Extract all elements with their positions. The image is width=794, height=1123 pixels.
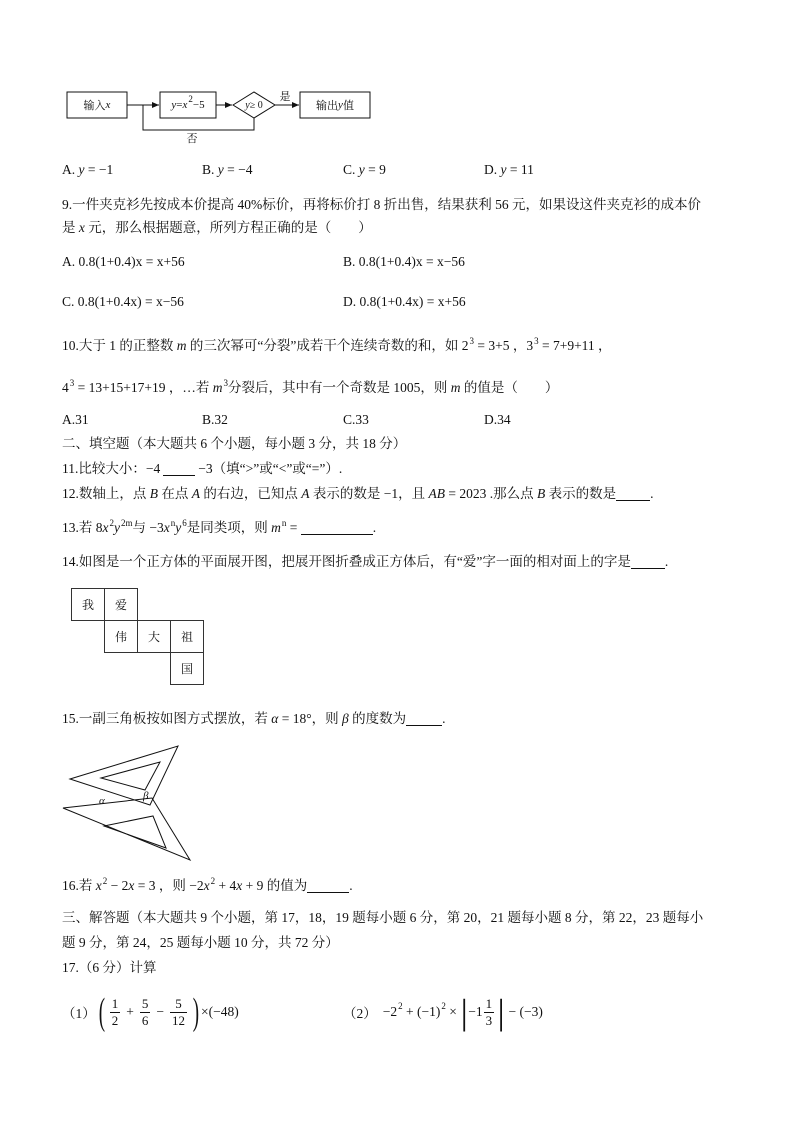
tail-expression: ×(−48) bbox=[201, 1004, 239, 1019]
operator: + bbox=[126, 1004, 134, 1019]
q12-text: 在点 bbox=[158, 486, 192, 501]
numerator: 5 bbox=[170, 996, 187, 1013]
input-text: 输入 bbox=[83, 100, 106, 112]
q16-text: − 2 bbox=[107, 878, 129, 893]
q13-var: y bbox=[114, 520, 120, 535]
answer-blank bbox=[406, 712, 442, 726]
q12-text: 12.数轴上，点 bbox=[62, 486, 150, 501]
q16-text: + 4 bbox=[215, 878, 237, 893]
q9-text: 是 bbox=[62, 220, 79, 235]
q9-option-d bbox=[343, 293, 466, 311]
net-cell: 国 bbox=[170, 652, 204, 685]
q10-stem-line2 bbox=[62, 379, 558, 397]
q10-text: = 13+15+17+19 ，…若 bbox=[74, 380, 213, 395]
q8-option-b bbox=[202, 161, 253, 179]
option-label: D. bbox=[343, 294, 357, 309]
formula-lhs: y bbox=[171, 99, 177, 111]
q16-var: x bbox=[236, 878, 243, 893]
q15-text: = 18°，则 bbox=[278, 711, 342, 726]
q16-var: x bbox=[203, 878, 210, 893]
option-var: y bbox=[78, 162, 85, 177]
part-label: （1） bbox=[62, 1006, 96, 1021]
q13-var: x bbox=[163, 520, 170, 535]
option-label: A. bbox=[62, 254, 76, 269]
denominator: 6 bbox=[141, 1012, 149, 1028]
q14-text: 14.如图是一个正方体的平面展开图，把展开图折叠成正方体后，有“爱”字一面的相对面上的字是 bbox=[62, 554, 631, 569]
fraction bbox=[170, 996, 187, 1029]
q11-text: 11.比较大小：−4 bbox=[62, 461, 161, 476]
q14-stem bbox=[62, 553, 668, 571]
q13-stem bbox=[62, 519, 376, 537]
term: + (−1) bbox=[402, 1004, 441, 1019]
q9-option-c bbox=[62, 293, 184, 311]
denominator: 2 bbox=[111, 1012, 119, 1028]
abs-bar-left: | bbox=[460, 992, 468, 1032]
segment-ab: AB bbox=[428, 486, 445, 501]
q10-option-a: A.31 bbox=[62, 412, 89, 427]
q16-text: + 9 的值为 bbox=[242, 878, 308, 893]
q11-stem bbox=[62, 460, 342, 478]
numerator: 1 bbox=[111, 995, 119, 1011]
q10-option-b: B.32 bbox=[202, 412, 228, 427]
q8-option-d bbox=[484, 161, 534, 179]
point-a: A bbox=[191, 486, 200, 501]
q16-exponent: 2 bbox=[102, 876, 108, 886]
option-expression: 0.8(1+0.4)x = x−56 bbox=[358, 254, 465, 269]
q15-text: 的度数为 bbox=[348, 711, 407, 726]
left-paren: ( bbox=[98, 991, 105, 1033]
option-value: = 9 bbox=[368, 162, 386, 177]
q16-text: = 3 ，则 −2 bbox=[134, 878, 204, 893]
beta-symbol: β bbox=[341, 711, 349, 726]
q15-end: . bbox=[442, 711, 446, 726]
option-var: y bbox=[217, 162, 224, 177]
q13-exponent: 6 bbox=[182, 518, 187, 528]
q16-var: x bbox=[95, 878, 102, 893]
option-value: = 11 bbox=[509, 162, 534, 177]
q11-text: −3（填“>”或“<”或“=”）. bbox=[198, 461, 343, 476]
q10-text: = 7+9+11 ， bbox=[538, 338, 612, 353]
upper-set-square-cutout bbox=[101, 762, 160, 790]
operator: × bbox=[445, 1004, 461, 1019]
exponent: 2 bbox=[398, 1001, 403, 1011]
net-cell: 大 bbox=[137, 620, 171, 653]
section2-heading: 二、填空题（本大题共 6 个小题，每小题 3 分，共 18 分） bbox=[62, 436, 407, 451]
q14-end: . bbox=[664, 554, 669, 569]
input-box-label bbox=[67, 92, 127, 118]
q15-text: 15.一副三角板按如图方式摆放，若 bbox=[62, 711, 272, 726]
q10-exponent: 3 bbox=[223, 378, 228, 388]
formula-base: x bbox=[182, 99, 188, 111]
q10-text: 10.大于 1 的正整数 bbox=[62, 338, 177, 353]
q10-text: 分裂后，其中有一个奇数是 1005，则 bbox=[227, 380, 451, 395]
q10-exponent: 3 bbox=[469, 336, 474, 346]
output-text: 输出 bbox=[316, 100, 339, 112]
output-var: y bbox=[338, 99, 343, 111]
answer-blank bbox=[163, 462, 195, 476]
q10-text: 的值是（ ） bbox=[460, 380, 559, 395]
flowchart-diagram bbox=[0, 0, 400, 150]
term: − (−3) bbox=[505, 1004, 543, 1019]
q12-stem bbox=[62, 485, 654, 503]
point-b: B bbox=[149, 486, 158, 501]
q12-text: 表示的数是 bbox=[545, 486, 617, 501]
lower-set-square-cutout bbox=[104, 816, 166, 848]
q10-base: 2 bbox=[461, 338, 469, 353]
net-cell: 伟 bbox=[104, 620, 138, 653]
q13-text: 与 −3 bbox=[132, 520, 164, 535]
answer-blank bbox=[616, 487, 650, 501]
q16-text: 16.若 bbox=[62, 878, 96, 893]
input-var: x bbox=[105, 99, 111, 111]
answer-blank bbox=[307, 879, 349, 893]
q17-title: 17.（6 分）计算 bbox=[62, 960, 157, 975]
option-expression: 0.8(1+0.4)x = x+56 bbox=[78, 254, 185, 269]
option-label: B. bbox=[202, 162, 215, 177]
q12-text: 的右边，已知点 bbox=[200, 486, 302, 501]
q13-text: 是同类项，则 bbox=[186, 520, 272, 535]
yes-label: 是 bbox=[279, 91, 291, 103]
q8-option-c bbox=[343, 161, 386, 179]
option-label: B. bbox=[343, 254, 356, 269]
q8-option-a bbox=[62, 161, 113, 179]
q13-exponent: n bbox=[170, 518, 176, 528]
q10-var: m bbox=[450, 380, 461, 395]
lower-set-square bbox=[63, 798, 190, 860]
q17-part2 bbox=[343, 991, 543, 1033]
section3-heading-line2: 题 9 分，第 24，25 题每小题 10 分，共 72 分） bbox=[62, 935, 339, 950]
q16-end: . bbox=[349, 878, 353, 893]
option-var: y bbox=[358, 162, 365, 177]
q10-var: m bbox=[212, 380, 223, 395]
formula-exponent: 2 bbox=[188, 94, 193, 104]
fraction bbox=[110, 996, 121, 1029]
option-var: y bbox=[500, 162, 507, 177]
point-b: B bbox=[537, 486, 546, 501]
denominator: 3 bbox=[485, 1012, 493, 1028]
output-box-label bbox=[300, 92, 370, 118]
upper-set-square bbox=[70, 746, 178, 805]
answer-blank bbox=[631, 555, 665, 569]
operator: − bbox=[156, 1004, 164, 1019]
abs-bar-right: | bbox=[497, 992, 505, 1032]
option-value: = −4 bbox=[227, 162, 253, 177]
alpha-symbol: α bbox=[271, 711, 279, 726]
condition-rest: ≥ 0 bbox=[249, 99, 263, 111]
q10-var: m bbox=[176, 338, 187, 353]
exponent: 2 bbox=[441, 1001, 446, 1011]
option-label: C. bbox=[62, 294, 75, 309]
q10-stem-line1 bbox=[62, 337, 612, 355]
option-expression: 0.8(1+0.4x) = x−56 bbox=[77, 294, 184, 309]
q9-stem-line1: 9.一件夹克衫先按成本价提高 40%标价，再将标价打 8 折出售，结果获利 56 元，如果设这件夹克衫的成本价 bbox=[62, 197, 701, 212]
q10-exponent: 3 bbox=[534, 336, 539, 346]
q9-stem-line2 bbox=[62, 219, 372, 237]
formula-rest: −5 bbox=[192, 99, 205, 111]
q10-exponent: 3 bbox=[69, 378, 75, 388]
no-label: 否 bbox=[186, 133, 198, 145]
q10-base: 4 bbox=[62, 380, 69, 395]
triangle-rulers-figure bbox=[0, 738, 210, 870]
option-label: C. bbox=[343, 162, 356, 177]
q13-var: x bbox=[102, 520, 109, 535]
q13-var: y bbox=[175, 520, 182, 535]
net-cell: 祖 bbox=[170, 620, 204, 653]
q13-text: 13.若 8 bbox=[62, 520, 103, 535]
fraction bbox=[140, 996, 151, 1029]
mixed-whole: −1 bbox=[468, 1004, 483, 1019]
net-cell: 爱 bbox=[104, 588, 138, 621]
option-expression: 0.8(1+0.4x) = x+56 bbox=[359, 294, 466, 309]
q12-text: = 2023 .那么点 bbox=[445, 486, 537, 501]
q13-end: . bbox=[372, 520, 377, 535]
option-label: D. bbox=[484, 162, 498, 177]
section3-heading-line1: 三、解答题（本大题共 9 个小题，第 17，18，19 题每小题 6 分，第 20，21 题每小题 8 分，第 22，23 题每小 bbox=[62, 910, 704, 925]
q10-text: 的三次幂可“分裂”成若干个连续奇数的和，如 bbox=[186, 338, 462, 353]
condition-label bbox=[233, 92, 275, 118]
q13-exponent: n bbox=[281, 518, 287, 528]
option-value: = −1 bbox=[87, 162, 114, 177]
answer-blank bbox=[301, 521, 373, 535]
q9-option-a bbox=[62, 253, 185, 271]
q16-stem bbox=[62, 877, 353, 895]
q9-option-b bbox=[343, 253, 465, 271]
q9-text: 元，那么根据题意，所列方程正确的是（ ） bbox=[84, 220, 372, 235]
formula-eq: = bbox=[176, 99, 183, 111]
q13-exponent: 2m bbox=[121, 518, 133, 528]
q10-option-c: C.33 bbox=[343, 412, 369, 427]
point-a: A bbox=[301, 486, 310, 501]
formula-box-label bbox=[160, 92, 216, 118]
q10-text: = 3+5 ， bbox=[473, 338, 527, 353]
option-label: A. bbox=[62, 162, 76, 177]
q9-var: x bbox=[78, 220, 85, 235]
q13-var: m bbox=[271, 520, 281, 535]
numerator: 1 bbox=[485, 995, 493, 1011]
q10-option-d: D.34 bbox=[484, 412, 511, 427]
term: −2 bbox=[382, 1004, 398, 1019]
output-suffix: 值 bbox=[342, 100, 354, 112]
condition-var: y bbox=[245, 99, 250, 111]
net-cell: 我 bbox=[71, 588, 105, 621]
denominator: 12 bbox=[172, 1012, 185, 1028]
beta-label: β bbox=[143, 790, 149, 802]
q16-var: x bbox=[128, 878, 135, 893]
numerator: 5 bbox=[141, 995, 149, 1011]
q10-base: 3 bbox=[526, 338, 534, 353]
q12-end: . bbox=[650, 486, 654, 501]
q12-text: 表示的数是 −1，且 bbox=[309, 486, 429, 501]
q13-exponent: 2 bbox=[109, 518, 114, 528]
q16-exponent: 2 bbox=[210, 876, 216, 886]
q15-stem bbox=[62, 710, 445, 728]
q13-text: = bbox=[286, 520, 301, 535]
fraction bbox=[484, 996, 495, 1029]
part-label: （2） bbox=[343, 1006, 377, 1021]
right-paren: ) bbox=[192, 991, 200, 1033]
q17-part1 bbox=[62, 991, 239, 1033]
alpha-label: α bbox=[99, 795, 105, 807]
